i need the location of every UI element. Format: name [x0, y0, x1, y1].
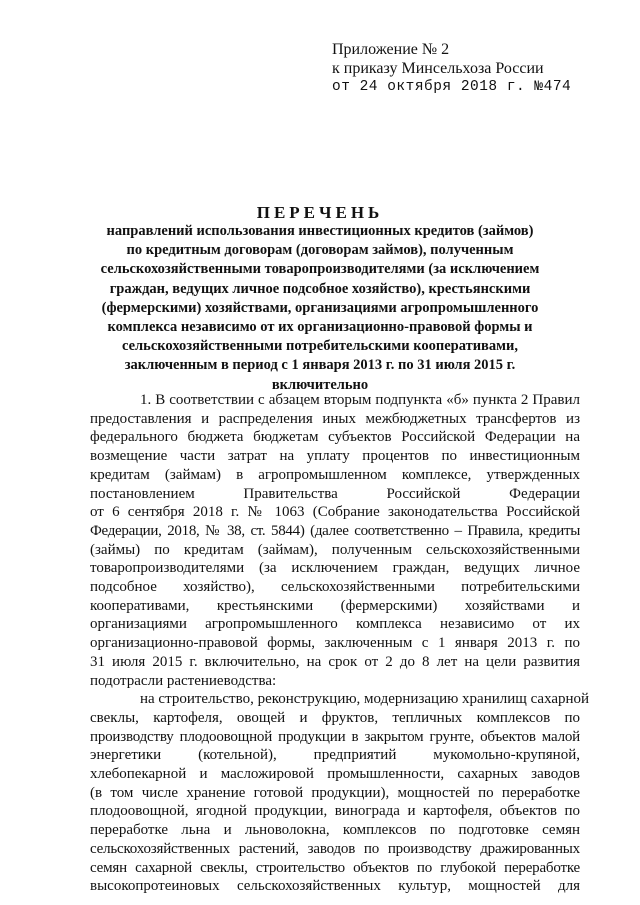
subtitle-line: комплекса независимо от их организационно-правовой формы и — [107, 319, 533, 336]
text-line: энергетики (котельной), предприятий мукомольно-крупяной, — [90, 747, 580, 764]
subtitle-line: граждан, ведущих личное подсобное хозяйство), крестьянскими — [109, 280, 531, 297]
text-line: хлебопекарной и масложировой промышленности, сахарных заводов — [90, 766, 580, 783]
paragraph-1 — [90, 391, 580, 690]
text-line: свеклы, картофеля, овощей и фруктов, тепличных комплексов по — [90, 709, 580, 726]
text-line: семян сахарной свеклы, строительство объектов по глубокой переработке — [90, 859, 580, 876]
text-line: переработке льна и льноволокна, комплексов по подготовке семян — [90, 822, 580, 839]
subtitle-line: сельскохозяйственными товаропроизводителями (за исключением — [100, 261, 540, 278]
text-line: подсобное хозяйство), сельскохозяйственными потребительскими — [90, 579, 580, 596]
text-line: Федерации, 2018, № 38, ст. 5844) (далее соответственно – Правила, кредиты — [90, 522, 580, 539]
text-line: 1. В соответствии с абзацем вторым подпункта «б» пункта 2 Правил — [140, 392, 580, 408]
text-line: организационно-правовой формы, заключенным с 1 января 2013 г. по — [90, 635, 580, 652]
text-line: предоставления и распределения иных межбюджетных трансфертов из — [90, 410, 580, 427]
document-subtitle — [0, 222, 640, 395]
subtitle-line: направлений использования инвестиционных кредитов (займов) — [106, 223, 534, 239]
text-line: сельскохозяйственных растений, заводов по производству дражированных — [90, 840, 580, 857]
subtitle-line: (фермерскими) хозяйствами, организациями агропромышленного — [101, 299, 539, 316]
text-line: (займы) по кредитам (займам), полученным сельскохозяйственными — [90, 541, 580, 558]
text-line: возмещение части затрат на уплату процентов по инвестиционным — [90, 448, 580, 465]
text-line: от 6 сентября 2018 г. № 1063 (Собрание законодательства Российской — [90, 504, 580, 521]
text-line: организациями агропромышленного комплекса независимо от их — [90, 616, 580, 633]
appendix-number: Приложение № 2 — [332, 41, 450, 58]
text-line: постановлением Правительства Российской Федерации — [90, 485, 580, 502]
text-line: плодоовощной, ягодной продукции, винограда и картофеля, объектов по — [90, 803, 580, 820]
order-reference: к приказу Минсельхоза России — [332, 60, 544, 77]
subtitle-line: сельскохозяйственными потребительскими кооперативами, — [121, 338, 518, 355]
document-title: ПЕРЕЧЕНЬ — [256, 203, 384, 222]
subtitle-line: включительно — [271, 376, 369, 393]
text-line: на строительство, реконструкцию, модернизацию хранилищ сахарной — [140, 691, 590, 708]
subtitle-line: по кредитным договорам (договорам займов), полученным — [126, 242, 514, 259]
subtitle-line: заключенным в период с 1 января 2013 г. по 31 июля 2015 г. — [124, 357, 516, 374]
text-line: производству плодоовощной продукции в закрытом грунте, объектов малой — [90, 728, 580, 745]
text-line: товаропроизводителями (за исключением граждан, ведущих личное — [90, 560, 580, 577]
body-text — [90, 391, 590, 896]
text-line: кооперативами, крестьянскими (фермерскими) хозяйствами и — [90, 597, 580, 614]
text-line: подотрасли растениеводства: — [90, 672, 277, 689]
appendix-header — [332, 40, 571, 97]
text-line: 31 июля 2015 г. включительно, на срок от 2 до 8 лет на цели развития — [90, 653, 580, 670]
paragraph-2 — [90, 690, 590, 896]
text-line: высокопротеиновых сельскохозяйственных культур, мощностей для — [90, 878, 580, 895]
text-line: (в том числе хранение готовой продукции), мощностей по переработке — [90, 784, 580, 801]
order-date-number: от 24 октября 2018 г. №474 — [332, 79, 572, 95]
text-line: федерального бюджета бюджетам субъектов Российской Федерации на — [90, 429, 580, 446]
text-line: кредитам (займам) в агропромышленном комплексе, утвержденных — [90, 466, 580, 483]
